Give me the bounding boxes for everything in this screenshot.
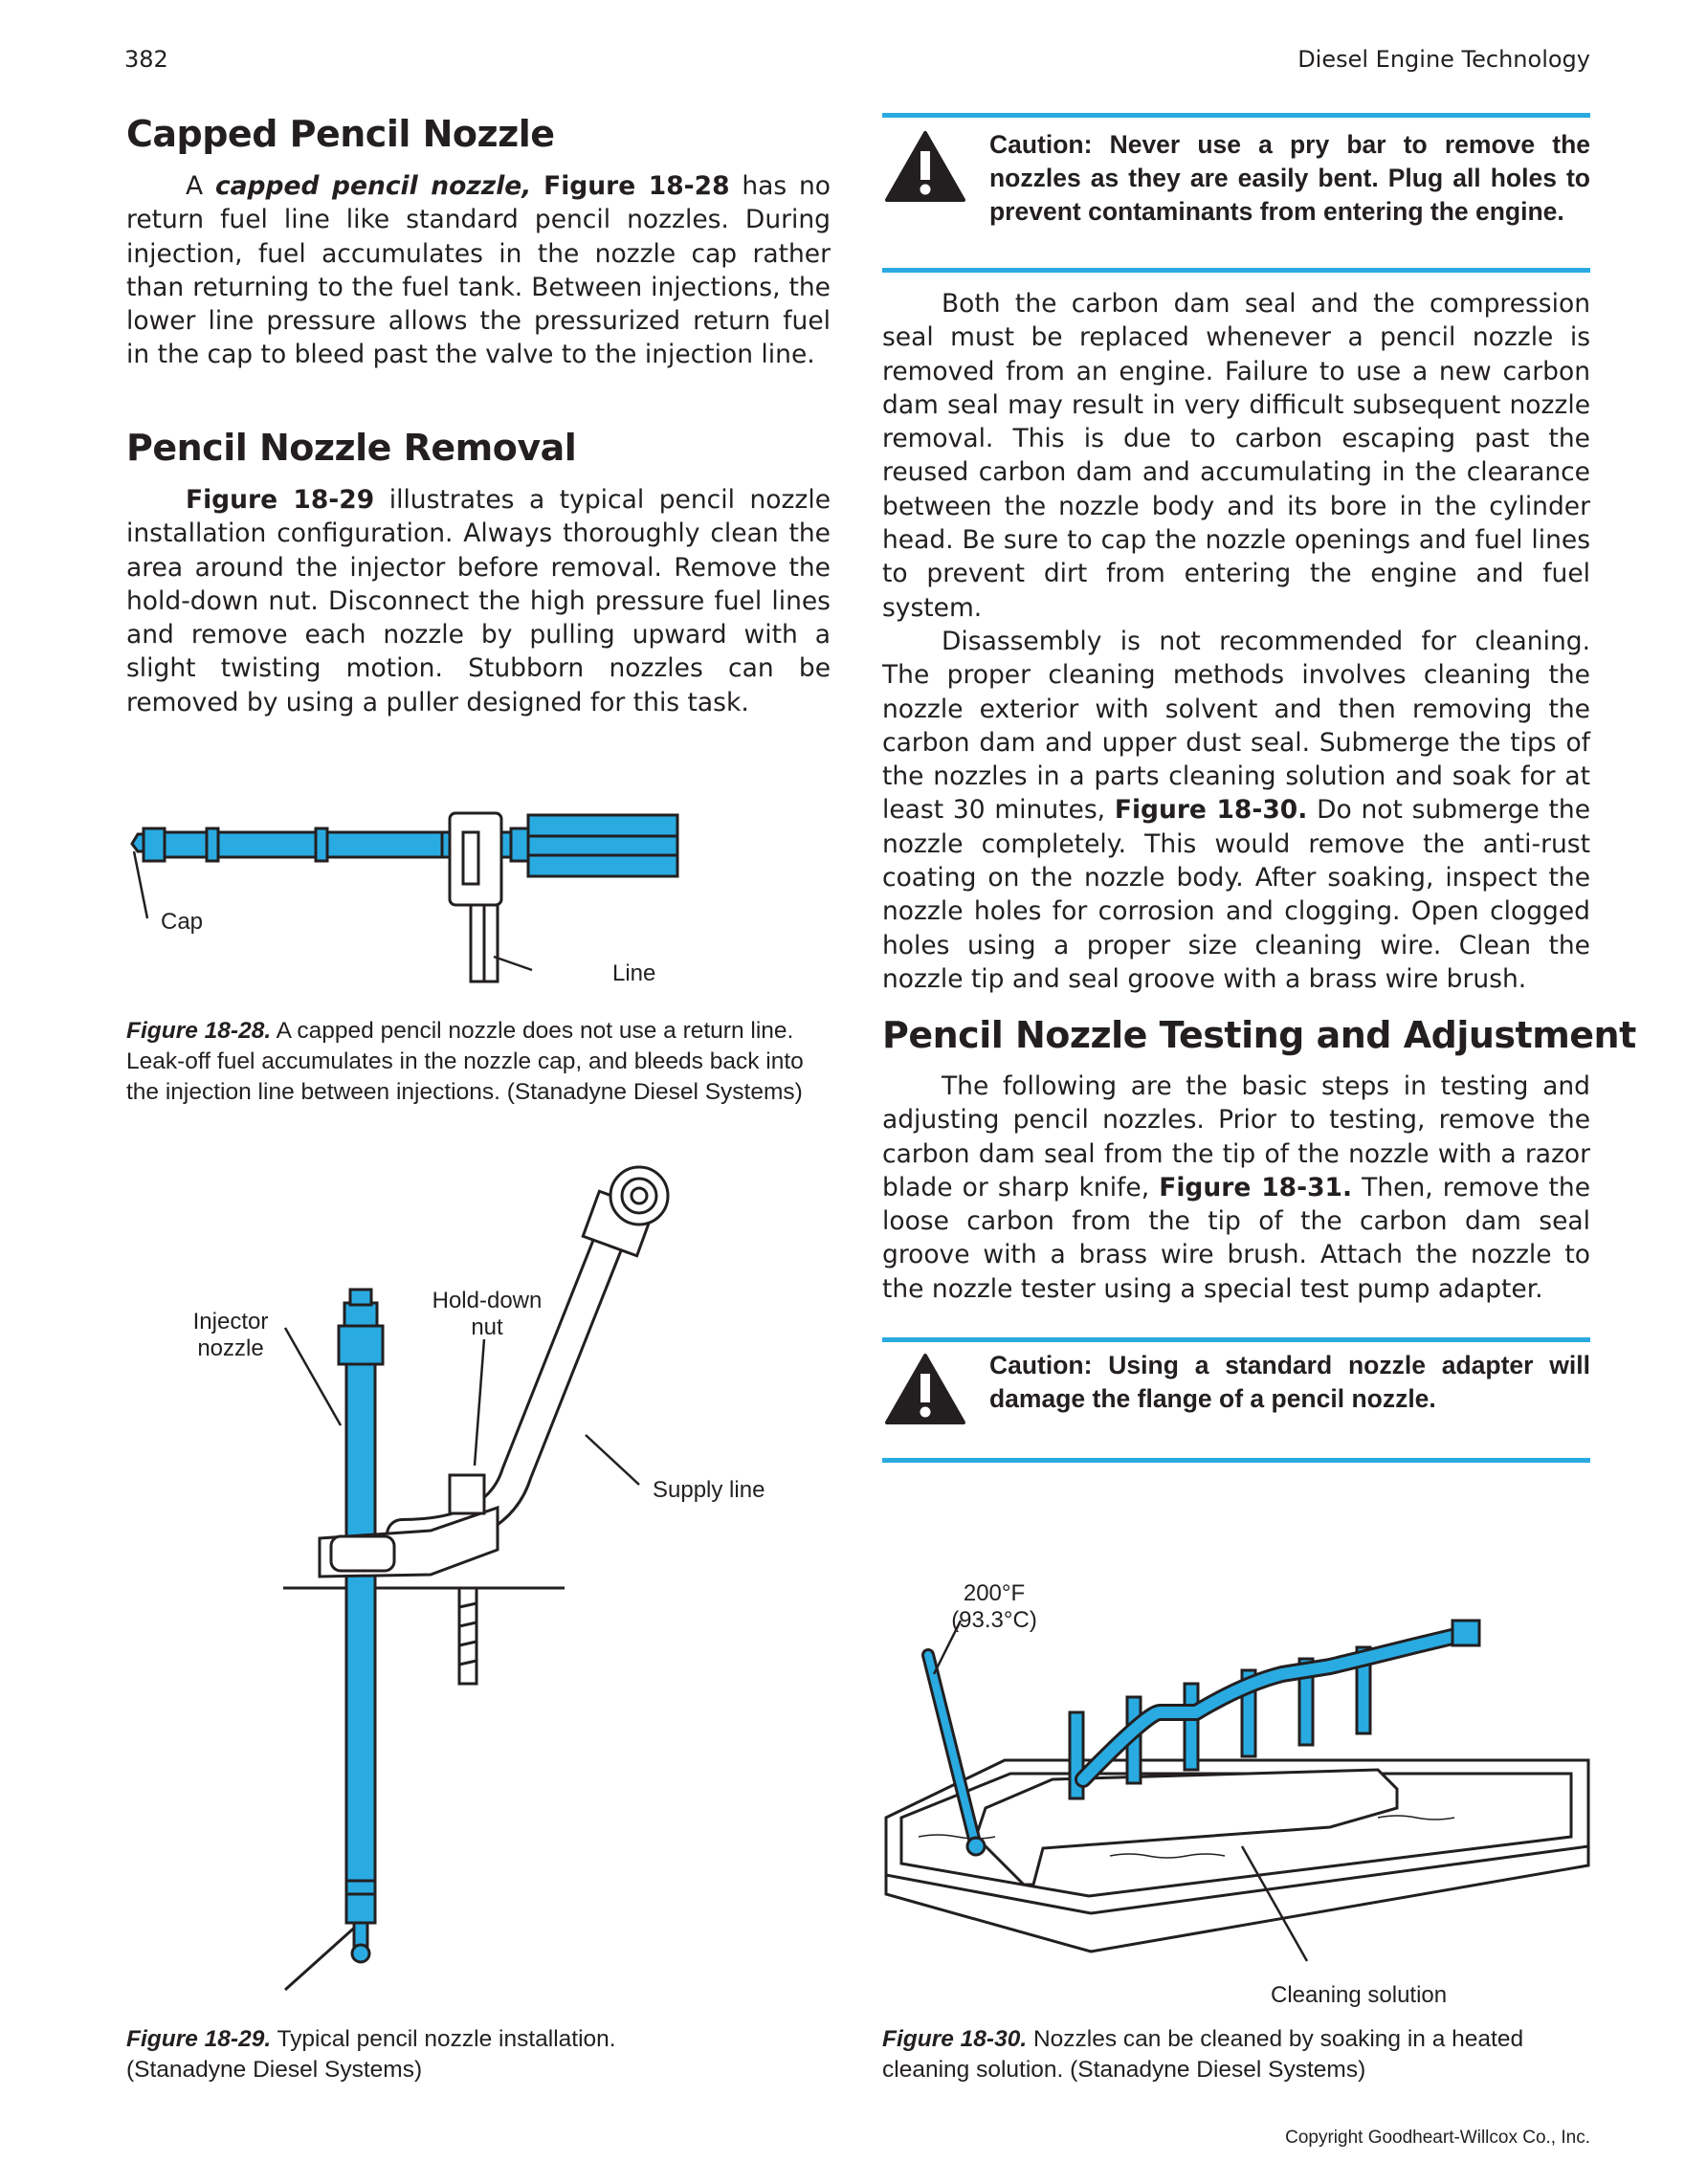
section-title-pencil-nozzle-testing: Pencil Nozzle Testing and Adjustment	[882, 1014, 1636, 1056]
text-run: illustrates a typical pencil nozzle installation configuration. Always thoroughly clean the area around the injector before removal. Remove the hold-down nut. Disconnect the high pressure fuel lines and remove each nozzle by pulling upward with a slight twisting motion. Stubborn nozzles can be removed by using a puller designed for this task.	[126, 485, 831, 717]
label-hold-down-nut	[427, 1288, 547, 1341]
caption-text: A capped pencil nozzle does not use a return line. Leak-off fuel accumulates in the nozzle cap, and bleeds back into the injection line between injections. (Stanadyne Diesel Systems)	[126, 1018, 804, 1105]
emphasis-run: capped pencil nozzle,	[214, 171, 532, 201]
label-temperature-c: (93.3°C)	[951, 1607, 1037, 1633]
label-temperature	[942, 1580, 1047, 1634]
label-line: Line	[612, 960, 656, 986]
paragraph	[126, 483, 831, 719]
text-run: Do not submerge the nozzle completely. This would remove the anti-rust coating on the nozzle body. After soaking, inspect the nozzle holes for corrosion and clogging. Open clogged holes using a proper size cleaning wire. Clean the nozzle tip and seal groove with a brass wire brush.	[882, 795, 1591, 994]
holddown-leader-line	[475, 1339, 484, 1466]
caution-rule-bottom	[882, 1458, 1590, 1463]
caption-text: Typical pencil nozzle installation. (Stanadyne Diesel Systems)	[126, 2026, 616, 2083]
caution-text: Caution: Never use a pry bar to remove the nozzles as they are easily bent. Plug all holes to prevent contaminants from entering the engine.	[989, 130, 1590, 226]
removal-body	[126, 483, 831, 719]
figure-18-28-caption	[126, 1016, 834, 1108]
label-holddown-line1: Hold-down	[432, 1288, 543, 1313]
page-number: 382	[124, 46, 168, 73]
line-leader-line	[494, 957, 532, 970]
warning-icon	[884, 1353, 966, 1425]
text-run: Disassembly is not recommended for cleaning. The proper cleaning methods involves cleaning the nozzle exterior with solvent and then removing the carbon dam and upper dust seal. Submerge the tips of the nozzles in a parts cleaning solution and soak for at least 30 minutes,	[882, 626, 1590, 826]
text-run	[531, 171, 543, 201]
caption-label: Figure 18-28.	[126, 1018, 272, 1044]
caption-label: Figure 18-29.	[126, 2026, 272, 2052]
emphasis-run: Figure 18-31.	[1159, 1172, 1353, 1202]
injector-leader-line	[285, 1328, 341, 1425]
caution-rule-bottom	[882, 268, 1590, 273]
figure-18-30-caption	[882, 2024, 1590, 2085]
paragraph	[882, 625, 1590, 996]
label-injector-line1: Injector	[192, 1309, 269, 1335]
label-injector-line2: nozzle	[197, 1335, 264, 1361]
supply-leader-line	[586, 1435, 639, 1485]
label-injector-nozzle	[188, 1309, 274, 1362]
text-run: The following are the basic steps in testing and adjusting pencil nozzles. Prior to testing, remove the carbon dam seal from the tip of the nozzle with a razor blade or sharp knife,	[882, 1071, 1590, 1202]
label-cap: Cap	[161, 909, 204, 935]
caption-text: Nozzles can be cleaned by soaking in a heated cleaning solution. (Stanadyne Diesel Systems)	[882, 2026, 1524, 2083]
text-run: A	[186, 171, 215, 201]
section-title-pencil-nozzle-removal: Pencil Nozzle Removal	[126, 427, 577, 469]
capped-nozzle-body	[126, 169, 831, 372]
caution-rule-top	[882, 1337, 1590, 1342]
paragraph	[126, 169, 831, 372]
testing-body	[882, 1070, 1590, 1306]
paragraph	[882, 287, 1590, 625]
paragraph	[882, 1070, 1590, 1306]
label-supply-line: Supply line	[653, 1477, 765, 1503]
copyright-footer: Copyright Goodheart-Willcox Co., Inc.	[1285, 2128, 1590, 2148]
running-header: Diesel Engine Technology	[1297, 46, 1590, 73]
caution-rule-top	[882, 113, 1590, 118]
emphasis-run: Figure 18-30.	[1114, 795, 1308, 826]
figure-18-30-illustration	[880, 1617, 1598, 1999]
emphasis-run: Figure 18-28	[543, 171, 730, 201]
caution-text: Caution: Using a standard nozzle adapter will damage the flange of a pencil nozzle.	[989, 1351, 1590, 1413]
section-title-capped-pencil-nozzle: Capped Pencil Nozzle	[126, 113, 555, 155]
label-temperature-f: 200°F	[963, 1580, 1026, 1606]
text-run: Both the carbon dam seal and the compression seal must be replaced whenever a pencil nozzle is removed from an engine. Failure to use a new carbon dam seal may result in very difficult subsequent nozzle removal. This is due to carbon escaping past the reused carbon dam and accumulating in the clearance between the nozzle body and its bore in the cylinder head. Be sure to cap the nozzle openings and fuel lines to prevent dirt from entering the engine and fuel system.	[882, 289, 1590, 623]
text-run: Then, remove the loose carbon from the tip of the carbon dam seal groove with a brass wire brush. Attach the nozzle to the nozzle tester using a special test pump adapter.	[882, 1172, 1591, 1304]
nozzle-seal-body	[882, 287, 1590, 996]
figure-18-28-illustration	[115, 794, 842, 1004]
label-cleaning-solution: Cleaning solution	[1271, 1982, 1448, 2008]
emphasis-run: Figure 18-29	[186, 485, 375, 515]
label-holddown-line2: nut	[471, 1314, 503, 1340]
figure-18-29-caption	[126, 2024, 681, 2085]
text-run: has no return fuel line like standard pencil nozzles. During injection, fuel accumulates in the nozzle cap rather than returning to the fuel tank. Between injections, the lower line pressure allows the pressurized return fuel in the cap to bleed past the valve to the injection line.	[126, 171, 831, 370]
caption-label: Figure 18-30.	[882, 2026, 1028, 2052]
